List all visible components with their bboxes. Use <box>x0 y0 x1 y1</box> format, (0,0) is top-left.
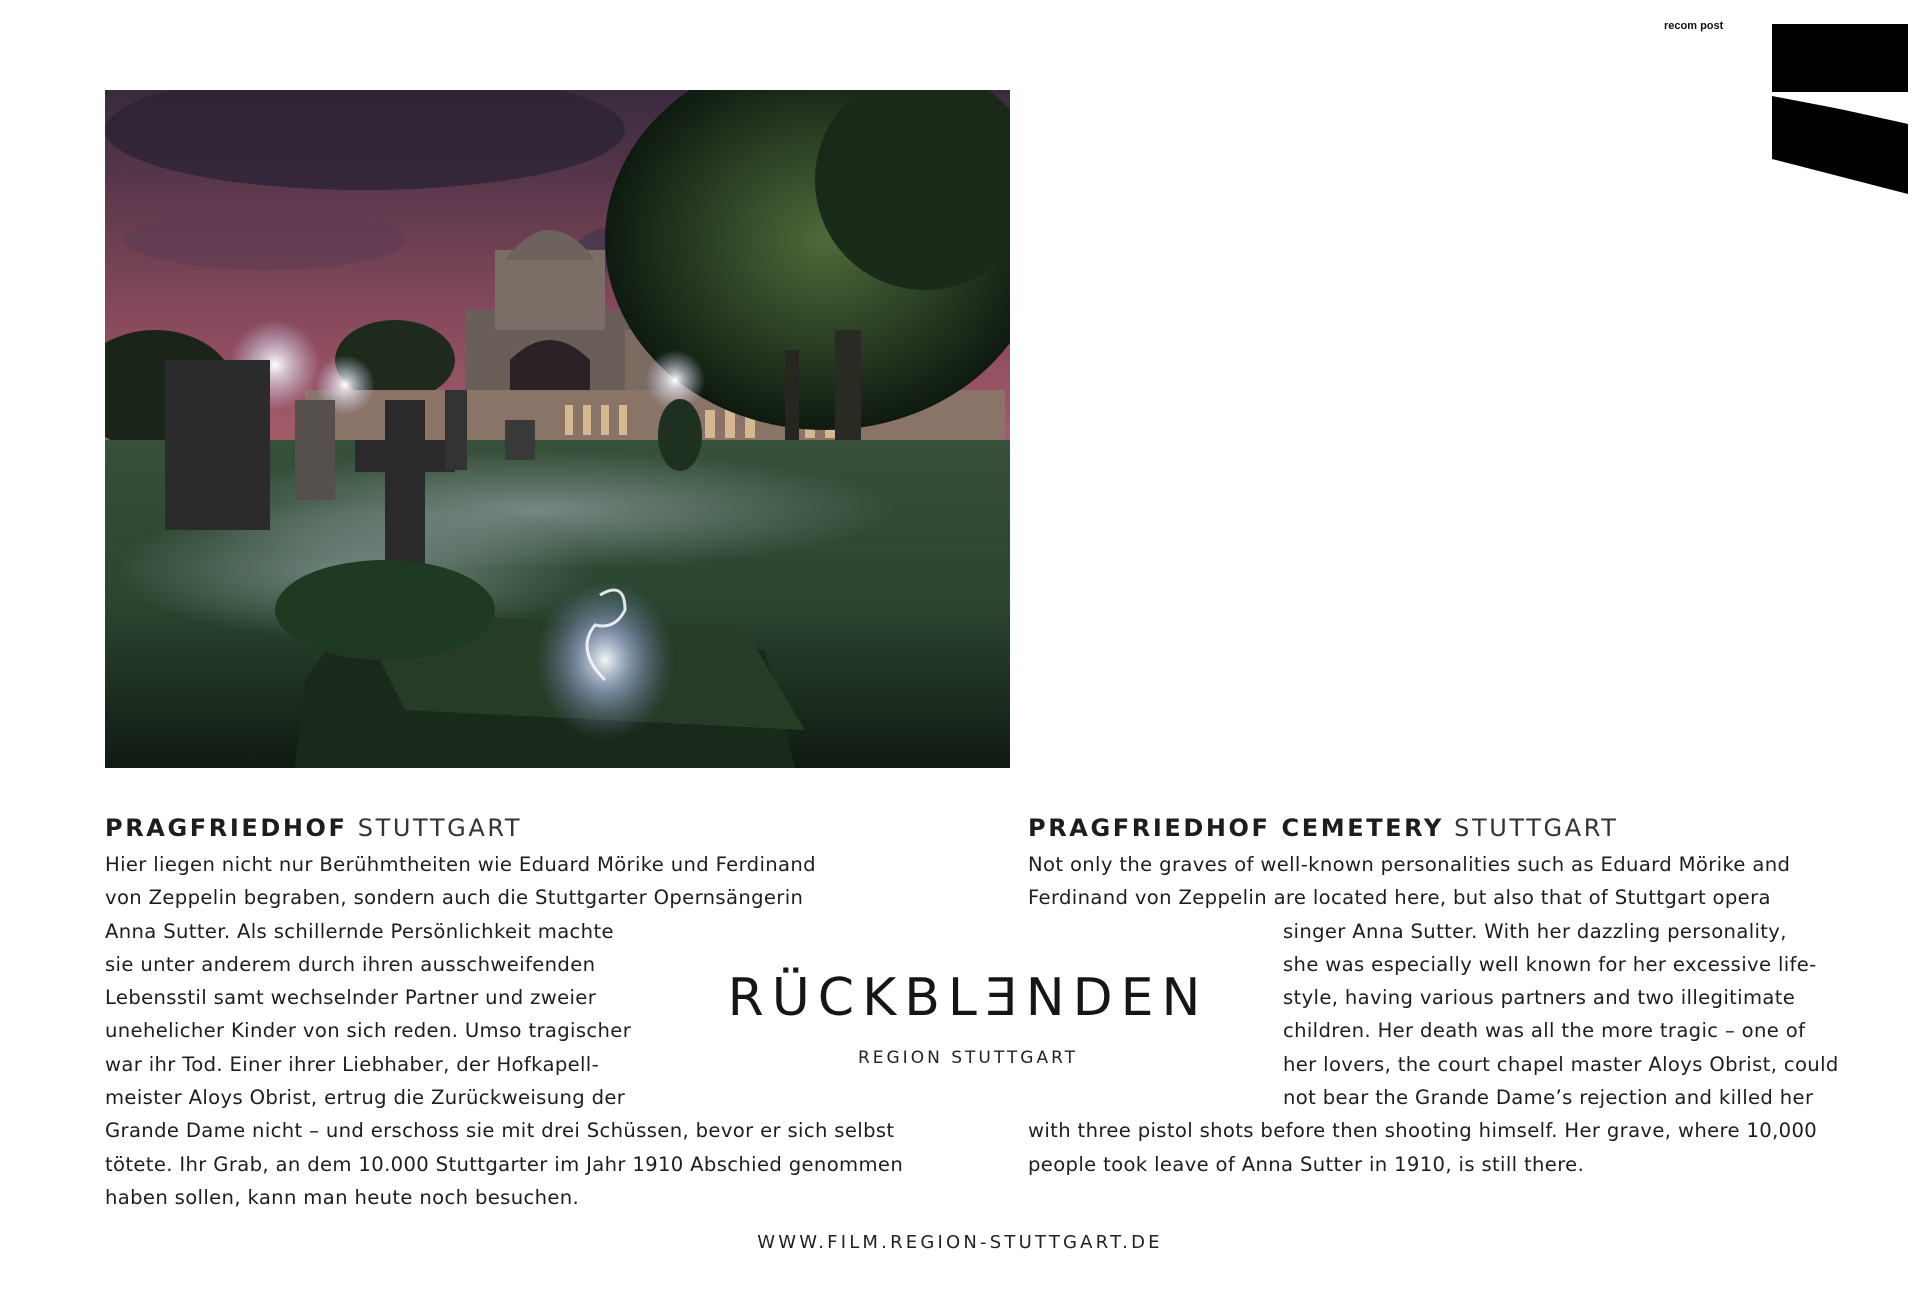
cemetery-photo <box>105 90 1010 768</box>
german-line: Anna Sutter. Als schillernde Persönlichkeit machte <box>105 919 614 943</box>
english-line: singer Anna Sutter. With her dazzling personality, <box>1283 919 1787 943</box>
german-line: Lebensstil samt wechselnder Partner und zweier <box>105 986 597 1010</box>
english-line: with three pistol shots before then shooting himself. Her grave, where 10,000 <box>1028 1119 1818 1143</box>
german-heading <box>105 811 905 846</box>
german-line: haben sollen, kann man heute noch besuchen. <box>105 1185 580 1209</box>
website-link[interactable]: WWW.FILM.REGION-STUTTGART.DE <box>757 1232 1163 1253</box>
german-heading-strong: PRAGFRIEDHOF <box>105 814 348 842</box>
german-line: meister Aloys Obrist, ertrug die Zurückweisung der <box>105 1086 626 1110</box>
german-line: war ihr Tod. Einer ihrer Liebhaber, der Hofkapell- <box>105 1052 600 1076</box>
german-line: Hier liegen nicht nur Berühmtheiten wie Eduard Mörike und Ferdinand <box>105 853 816 876</box>
photo-credit: recom post <box>1664 20 1724 32</box>
german-heading-light: STUTTGART <box>357 814 523 842</box>
english-heading-light: STUTTGART <box>1454 814 1619 842</box>
english-line: style, having various partners and two illegitimate <box>1283 986 1796 1010</box>
german-line: sie unter anderem durch ihren ausschweifenden <box>105 952 596 976</box>
brand-title: RÜCKBLƎNDEN <box>727 968 1209 1028</box>
brand-subtitle: REGION STUTTGART <box>857 1048 1079 1068</box>
english-line: children. Her death was all the more tragic – one of <box>1283 1019 1806 1043</box>
english-line: Not only the graves of well-known personalities such as Eduard Mörike and <box>1028 853 1791 876</box>
english-line: not bear the Grande Dame’s rejection and killed her <box>1283 1086 1814 1110</box>
german-line: von Zeppelin begraben, sondern auch die Stuttgarter Opernsängerin <box>105 886 804 910</box>
english-line: people took leave of Anna Sutter in 1910, is still there. <box>1028 1152 1585 1176</box>
brand-logo-icon <box>1770 24 1910 194</box>
german-line: tötete. Ihr Grab, an dem 10.000 Stuttgarter im Jahr 1910 Abschied genommen <box>105 1152 904 1176</box>
rueckblenden-brand <box>718 968 1218 1068</box>
english-line: she was especially well known for her excessive life- <box>1283 952 1817 976</box>
english-heading-strong: PRAGFRIEDHOF CEMETERY <box>1028 814 1444 842</box>
english-line: her lovers, the court chapel master Aloys Obrist, could <box>1283 1052 1839 1076</box>
german-line: Grande Dame nicht – und erschoss sie mit drei Schüssen, bevor er sich selbst <box>105 1119 895 1143</box>
cemetery-night-photo-icon <box>105 90 1010 768</box>
german-line: unehelicher Kinder von sich reden. Umso tragischer <box>105 1019 632 1043</box>
english-heading <box>1028 811 1848 846</box>
english-line: Ferdinand von Zeppelin are located here, but also that of Stuttgart opera <box>1028 886 1771 910</box>
